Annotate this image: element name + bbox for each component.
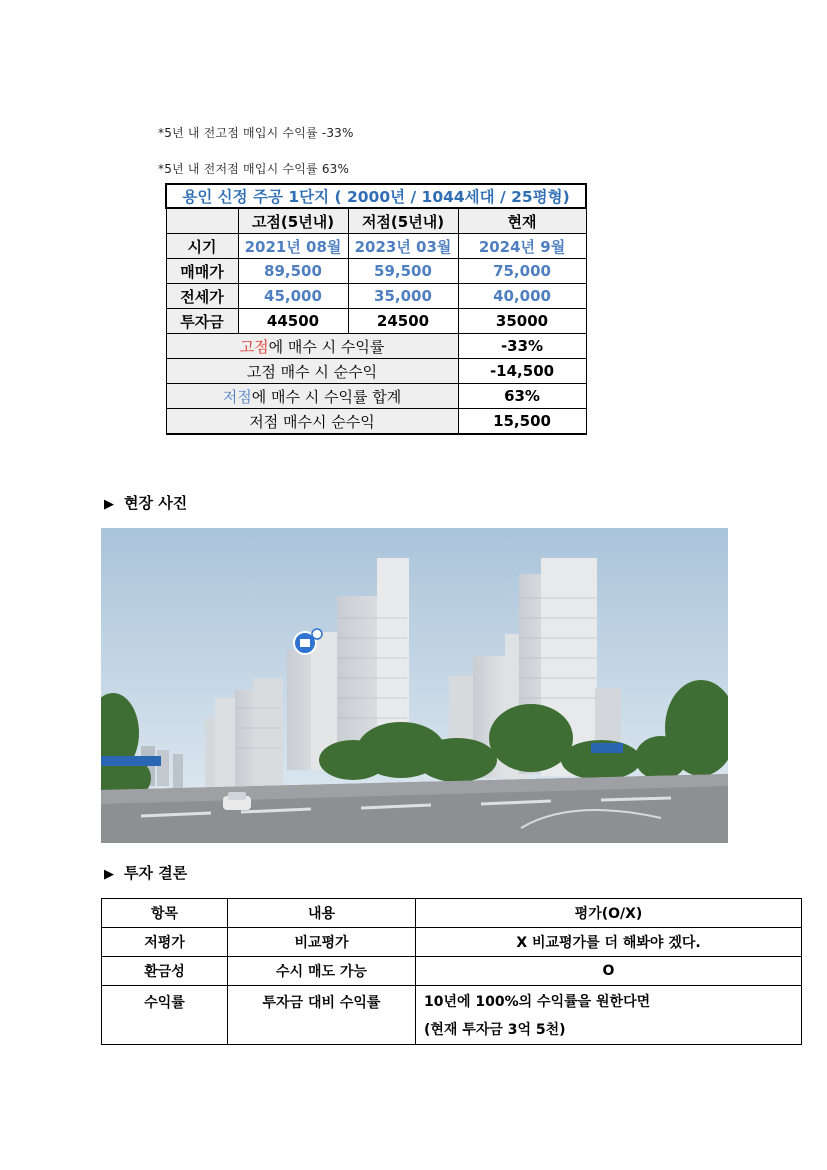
header-empty-cell: [166, 208, 238, 234]
row-label-period: 시기: [166, 234, 238, 259]
period-low: 2023년 03월: [348, 234, 458, 259]
table-row: [166, 284, 586, 309]
site-photo: [101, 528, 728, 843]
header-item: 항목: [102, 899, 228, 928]
jeonse-price-current: 40,000: [458, 284, 586, 309]
label-highlight: 고점: [239, 337, 269, 356]
label-rest: 저점 매수시 순수익: [249, 412, 375, 431]
note-high-purchase: *5년 내 전고점 매입시 수익률 -33%: [158, 126, 354, 140]
table-row: [166, 234, 586, 259]
table-row: [102, 957, 802, 986]
conclusion-header-row: [102, 899, 802, 928]
price-table-title-row: [166, 184, 586, 208]
period-high: 2021년 08월: [238, 234, 348, 259]
summary-label-low-profit: [166, 409, 458, 435]
section-heading-conclusion: [104, 862, 187, 883]
investment-current: 35000: [458, 309, 586, 334]
summary-label-high-yield: [166, 334, 458, 359]
table-row: [102, 928, 802, 957]
eval-yield: [416, 986, 802, 1045]
note-low-purchase: *5년 내 전저점 매입시 수익률 63%: [158, 162, 350, 176]
label-rest: 에 매수 시 수익률: [268, 337, 385, 356]
summary-row: [166, 409, 586, 435]
row-label-investment: 투자금: [166, 309, 238, 334]
price-table: [165, 183, 587, 435]
header-current: 현재: [458, 208, 586, 234]
table-row: [166, 259, 586, 284]
eval-yield-line1: 10년에 100%의 수익률을 원한다면: [424, 994, 651, 1010]
content-liquidity: 수시 매도 가능: [228, 957, 416, 986]
table-row: [166, 309, 586, 334]
summary-value-low-yield: 63%: [458, 384, 586, 409]
jeonse-price-low: 35,000: [348, 284, 458, 309]
table-row: [102, 986, 802, 1045]
label-highlight: 저점: [222, 387, 252, 406]
header-high: 고점(5년내): [238, 208, 348, 234]
site-photo-illustration: [101, 528, 728, 843]
header-evaluation: 평가(O/X): [416, 899, 802, 928]
sale-price-low: 59,500: [348, 259, 458, 284]
summary-row: [166, 334, 586, 359]
header-content: 내용: [228, 899, 416, 928]
summary-row: [166, 359, 586, 384]
sale-price-current: 75,000: [458, 259, 586, 284]
content-undervalued: 비교평가: [228, 928, 416, 957]
summary-value-low-profit: 15,500: [458, 409, 586, 435]
item-liquidity: 환금성: [102, 957, 228, 986]
eval-liquidity: O: [416, 957, 802, 986]
investment-high: 44500: [238, 309, 348, 334]
investment-low: 24500: [348, 309, 458, 334]
row-label-sale-price: 매매가: [166, 259, 238, 284]
jeonse-price-high: 45,000: [238, 284, 348, 309]
price-table-title: 용인 신정 주공 1단지 ( 2000년 / 1044세대 / 25평형): [166, 184, 586, 208]
triangle-bullet-icon: ▶: [104, 497, 114, 512]
item-undervalued: 저평가: [102, 928, 228, 957]
header-low: 저점(5년내): [348, 208, 458, 234]
summary-row: [166, 384, 586, 409]
summary-label-high-profit: [166, 359, 458, 384]
section-title: 투자 결론: [124, 864, 188, 882]
eval-undervalued: X 비교평가를 더 해봐야 겠다.: [416, 928, 802, 957]
row-label-jeonse-price: 전세가: [166, 284, 238, 309]
price-table-header-row: [166, 208, 586, 234]
section-heading-site-photo: [104, 492, 187, 513]
summary-value-high-yield: -33%: [458, 334, 586, 359]
label-rest: 고점 매수 시 순수익: [246, 362, 378, 381]
section-title: 현장 사진: [124, 494, 188, 512]
summary-value-high-profit: -14,500: [458, 359, 586, 384]
label-rest: 에 매수 시 수익률 합계: [251, 387, 402, 406]
item-yield: 수익률: [102, 986, 228, 1045]
sale-price-high: 89,500: [238, 259, 348, 284]
triangle-bullet-icon: ▶: [104, 867, 114, 882]
eval-yield-line2: (현재 투자금 3억 5천): [424, 1022, 566, 1038]
conclusion-table: [101, 898, 802, 1045]
period-current: 2024년 9월: [458, 234, 586, 259]
summary-label-low-yield: [166, 384, 458, 409]
content-yield: 투자금 대비 수익률: [228, 986, 416, 1045]
